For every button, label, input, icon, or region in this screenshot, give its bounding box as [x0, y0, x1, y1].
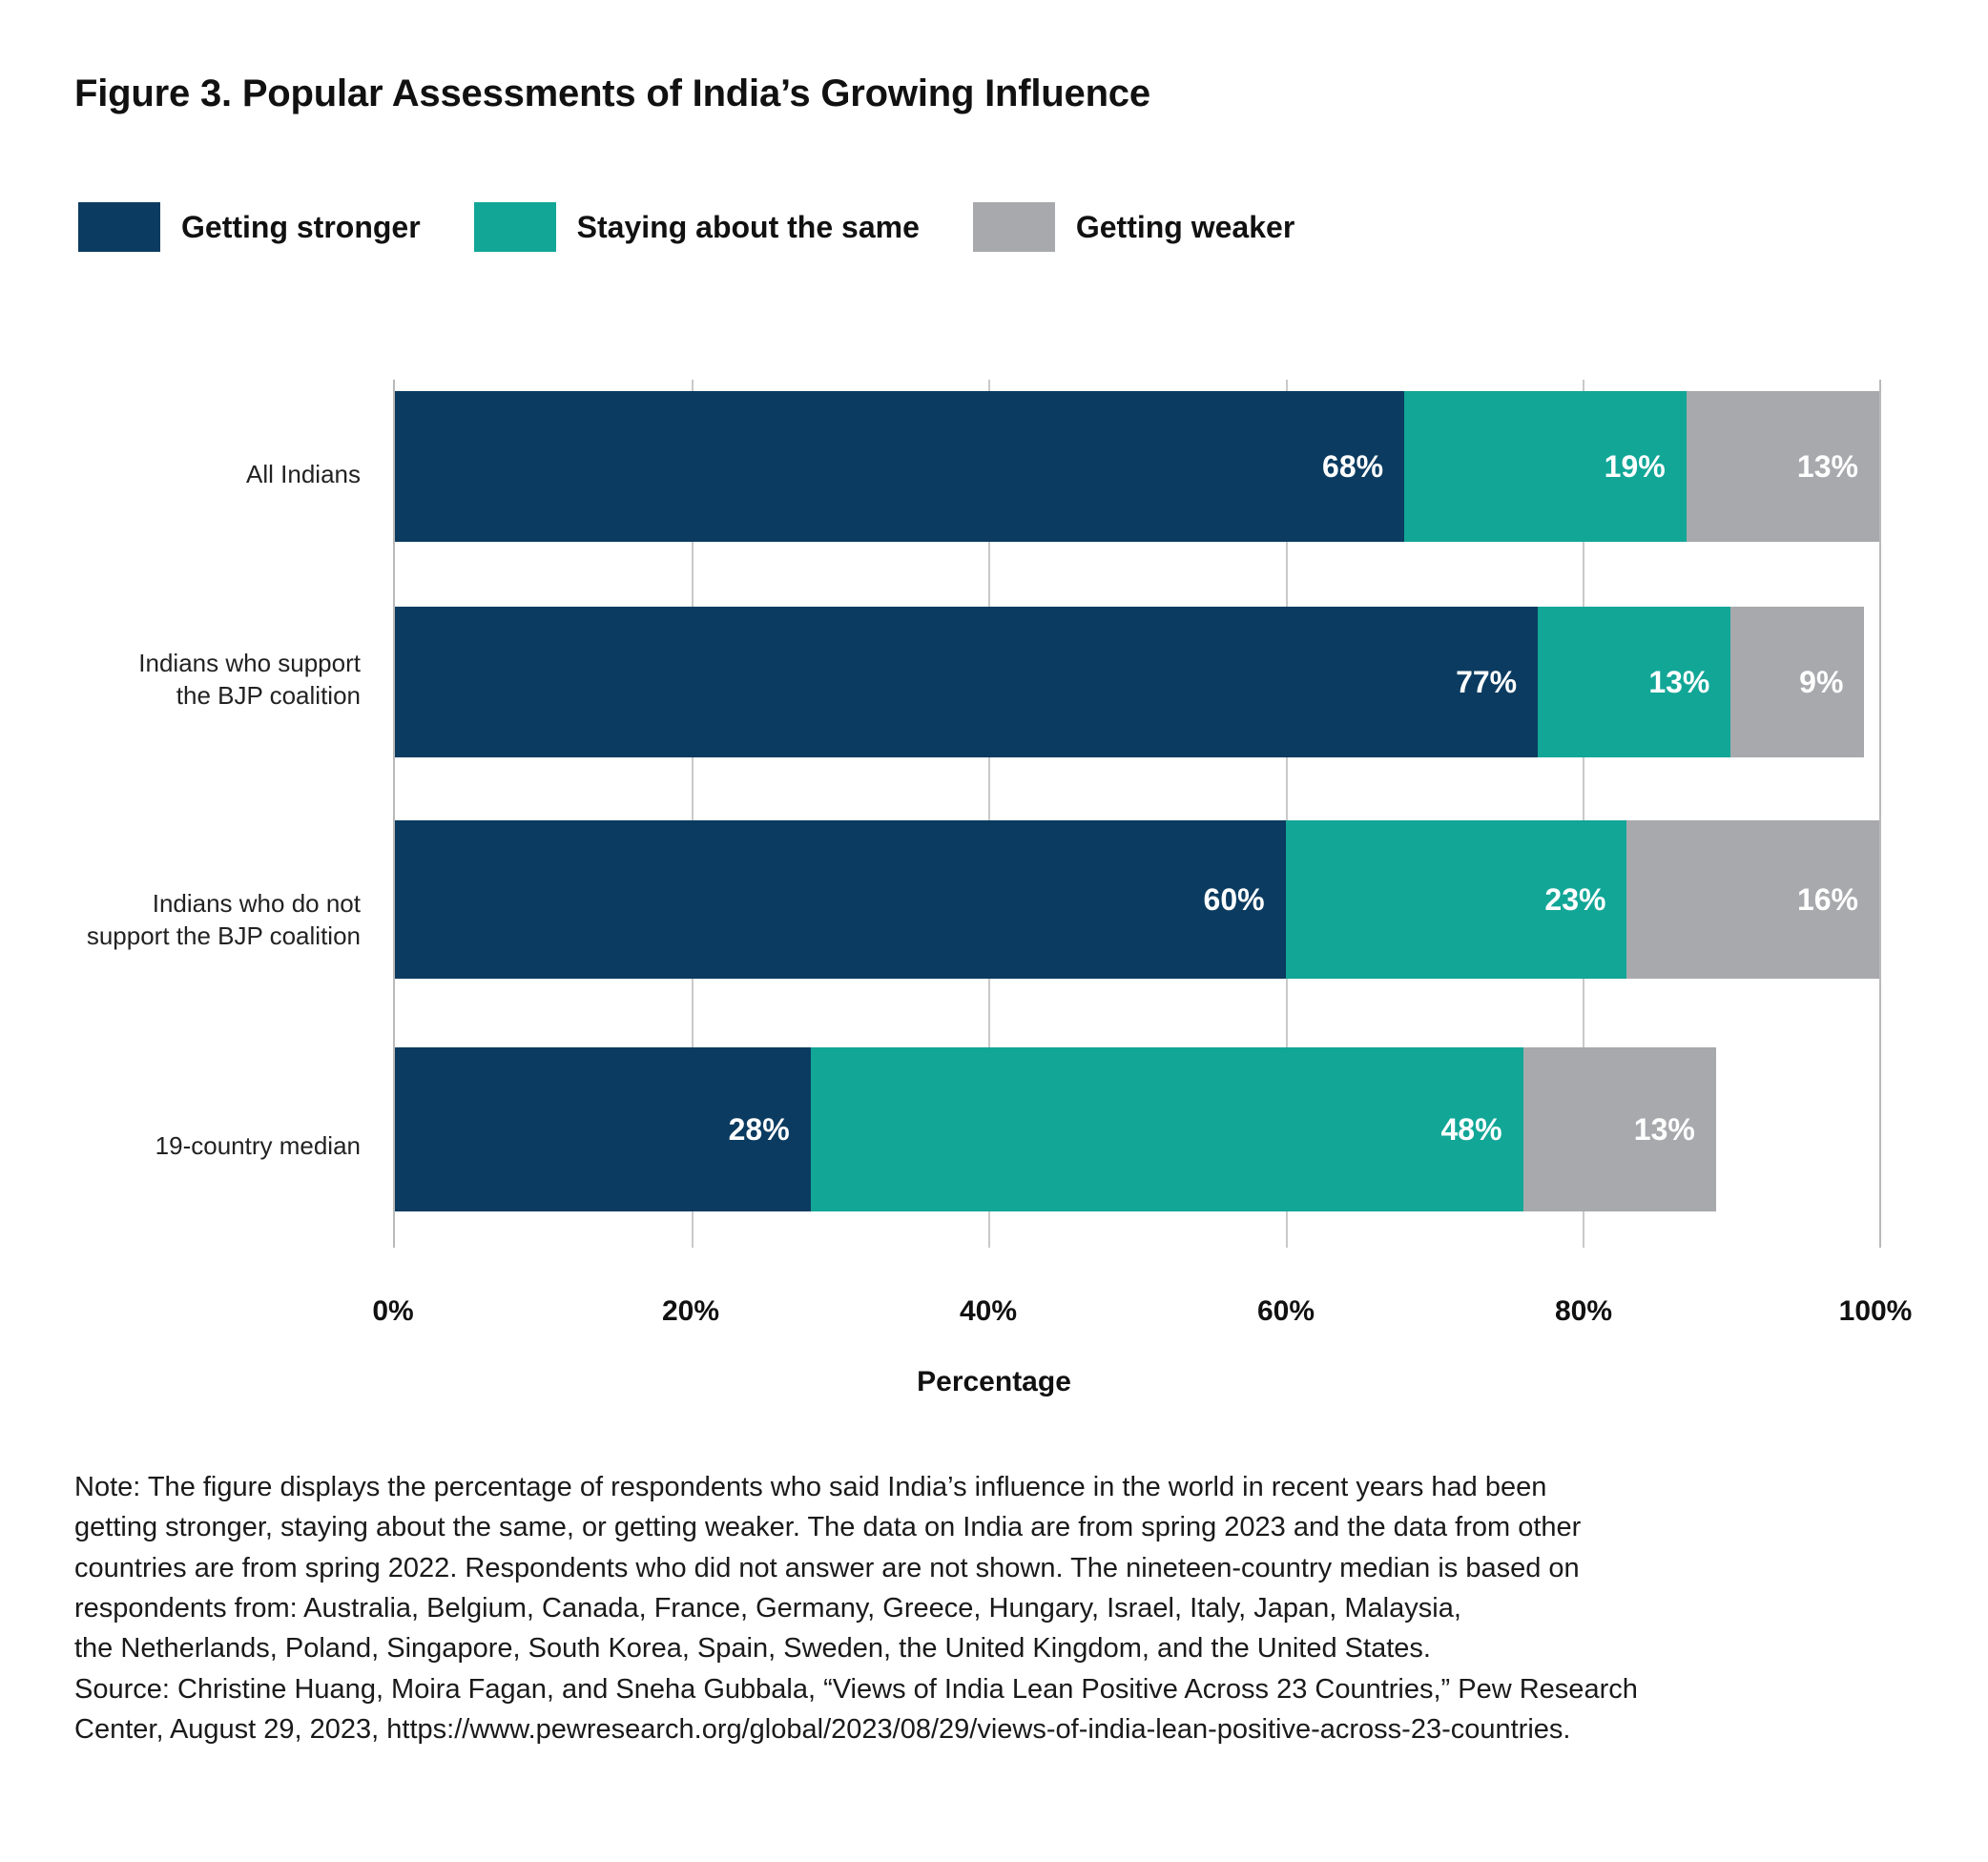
legend-item-getting-stronger	[78, 202, 421, 252]
bar-value-label: 16%	[1796, 881, 1858, 917]
bar-row-bjp-nonsupport	[395, 820, 1879, 979]
xtick-40: 40%	[959, 1295, 1018, 1327]
bar-segment-getting-stronger[interactable]	[395, 820, 1286, 979]
category-label-line: Indians who support	[138, 649, 361, 677]
bar-segment-getting-weaker[interactable]	[1523, 1047, 1716, 1211]
figure-footnote	[74, 1467, 1925, 1749]
bar-value-label: 13%	[1796, 448, 1858, 484]
bar-value-label: 28%	[728, 1111, 790, 1147]
category-label-bjp-nonsupport	[0, 887, 361, 953]
xtick-100: 100%	[1838, 1295, 1913, 1327]
bar-segment-staying-about-the-same[interactable]	[1404, 391, 1687, 542]
bar-row-all-indians	[395, 391, 1879, 542]
bar-segment-staying-about-the-same[interactable]	[1286, 820, 1627, 979]
note-line: countries are from spring 2022. Respondents who did not answer are not shown. The nineteen-country median is based on	[74, 1552, 1580, 1583]
chart-plot-area	[393, 380, 1881, 1248]
bar-value-label: 77%	[1456, 664, 1518, 699]
category-label-line: All Indians	[246, 460, 361, 488]
legend-swatch-getting-stronger	[78, 202, 160, 252]
xtick-80: 80%	[1554, 1295, 1613, 1327]
bar-segment-getting-weaker[interactable]	[1626, 820, 1879, 979]
bar-value-label: 60%	[1203, 881, 1265, 917]
bar-value-label: 48%	[1440, 1111, 1502, 1147]
bar-segment-getting-weaker[interactable]	[1730, 607, 1864, 757]
category-label-line: support the BJP coalition	[86, 921, 361, 951]
legend-item-getting-weaker	[973, 202, 1294, 252]
bar-row-19-country-median	[395, 1047, 1879, 1211]
bar-value-label: 23%	[1544, 881, 1606, 917]
bar-rows	[395, 380, 1879, 1248]
bar-value-label: 13%	[1633, 1111, 1695, 1147]
legend-swatch-staying-about-the-same	[474, 202, 556, 252]
note-line: Note: The figure displays the percentage of respondents who said India’s influence in the world in recent years had been	[74, 1472, 1547, 1502]
bar-row-bjp-support	[395, 607, 1879, 757]
bar-segment-staying-about-the-same[interactable]	[811, 1047, 1523, 1211]
category-label-all-indians	[0, 458, 361, 490]
source-line: Center, August 29, 2023, https://www.pewresearch.org/global/2023/08/29/views-of-india-lean-positive-across-23-countries.	[74, 1713, 1571, 1745]
category-label-19-country-median	[0, 1129, 361, 1162]
bar-segment-getting-stronger[interactable]	[395, 1047, 811, 1211]
xtick-60: 60%	[1256, 1295, 1315, 1327]
category-label-line: the BJP coalition	[176, 681, 361, 711]
bar-value-label: 19%	[1604, 448, 1666, 484]
bar-value-label: 13%	[1648, 664, 1710, 699]
note-line: getting stronger, staying about the same, or getting weaker. The data on India are from spring 2023 and the data from other	[74, 1512, 1582, 1543]
bar-value-label: 68%	[1322, 448, 1384, 484]
bar-value-label: 9%	[1799, 664, 1844, 699]
legend-label-getting-weaker: Getting weaker	[1075, 209, 1295, 244]
bar-segment-getting-stronger[interactable]	[395, 391, 1404, 542]
legend-label-staying-about-the-same: Staying about the same	[576, 209, 920, 244]
page-title: Figure 3. Popular Assessments of India’s Growing Influence	[74, 72, 1150, 114]
source-line: Source: Christine Huang, Moira Fagan, and Sneha Gubbala, “Views of India Lean Positive Across 23 Countries,” Pew Research	[74, 1673, 1638, 1705]
note-line: respondents from: Australia, Belgium, Canada, France, Germany, Greece, Hungary, Israel, Italy, Japan, Malaysia,	[74, 1592, 1461, 1624]
x-axis-title: Percentage	[917, 1366, 1071, 1397]
category-label-bjp-support	[0, 647, 361, 713]
note-line: the Netherlands, Poland, Singapore, South Korea, Spain, Sweden, the United Kingdom, and the United States.	[74, 1633, 1431, 1665]
bar-segment-staying-about-the-same[interactable]	[1538, 607, 1730, 757]
xtick-20: 20%	[661, 1295, 720, 1327]
legend-label-getting-stronger: Getting stronger	[181, 209, 421, 244]
legend-item-staying-about-the-same	[474, 202, 920, 252]
bar-segment-getting-weaker[interactable]	[1687, 391, 1879, 542]
category-label-line: 19-country median	[155, 1131, 361, 1160]
category-label-line: Indians who do not	[152, 889, 361, 918]
legend-swatch-getting-weaker	[973, 202, 1055, 252]
chart-legend	[78, 202, 1294, 252]
bar-segment-getting-stronger[interactable]	[395, 607, 1538, 757]
xtick-0: 0%	[372, 1295, 414, 1327]
